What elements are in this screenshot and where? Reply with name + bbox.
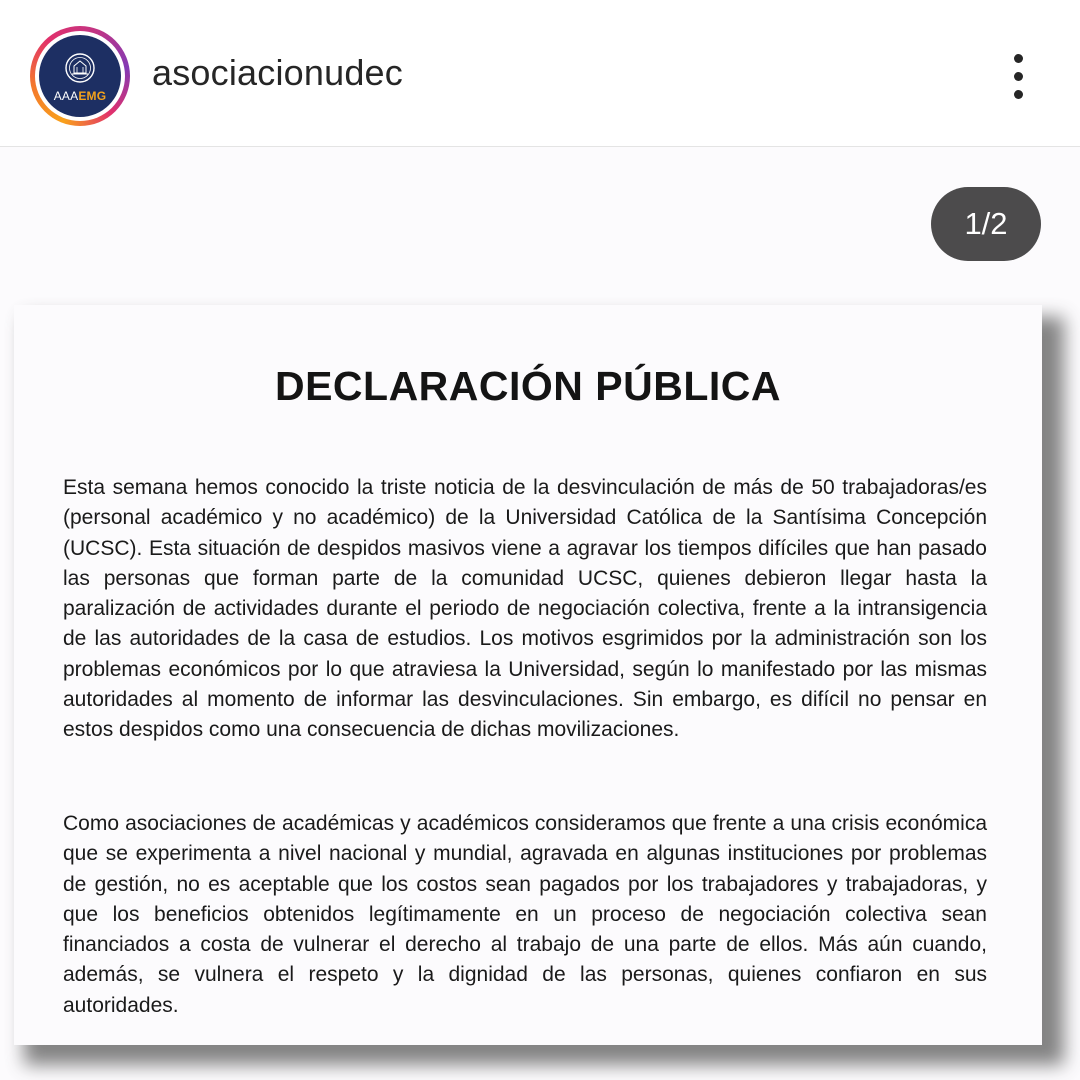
seal-logo-icon (39, 35, 121, 117)
document-paragraph-2: Como asociaciones de académicas y académicos consideramos que frente a una crisis económica que se experimenta a nivel nacional y mundial, agravada en algunas instituciones por problemas de gestión, no es aceptable que los costos sean pagados por los trabajadores y trabajadoras, y que los beneficios obtenidos legítimamente en un proceso de negociación colectiva sean financiados a costa de vulnerar el derecho al trabajo de una parte de ellos. Más aún cuando, además, se vulnera el respeto y la dignidad de las personas, quienes confiaron en sus autoridades. (63, 812, 987, 1017)
post-media-carousel[interactable] (0, 147, 1080, 1080)
story-ring[interactable] (30, 26, 130, 126)
document-paragraph-1: Esta semana hemos conocido la triste noticia de la desvinculación de más de 50 trabajadoras/es (personal académico y no académico) de la Universidad Católica de la Santísima Concepción (UCSC). Esta situación de despidos masivos viene a agravar los tiempos difíciles que han pasado las personas que forman parte de la comunidad UCSC, quienes debieron llegar hasta la paralización de actividades durante el periodo de negociación colectiva, frente a la intransigencia de las autoridades de la casa de estudios. Los motivos esgrimidos por la administración son los problemas económicos por lo que atraviesa la Universidad, según lo manifestado por las mismas autoridades al momento de informar las desvinculaciones. Sin embargo, es difícil no pensar en estos despidos como una consecuencia de dichas movilizaciones. (63, 476, 987, 742)
document-title: DECLARACIÓN PÚBLICA (274, 363, 782, 409)
document-page (14, 305, 1042, 1045)
avatar[interactable] (39, 35, 121, 117)
more-options-button[interactable] (994, 44, 1044, 108)
username-link[interactable]: asociacionudec (152, 52, 403, 93)
carousel-page-counter: 1/2 (931, 187, 1041, 261)
more-vertical-icon (1014, 54, 1023, 63)
post-header (0, 0, 1080, 147)
avatar-label: AAAEMG (53, 89, 107, 103)
